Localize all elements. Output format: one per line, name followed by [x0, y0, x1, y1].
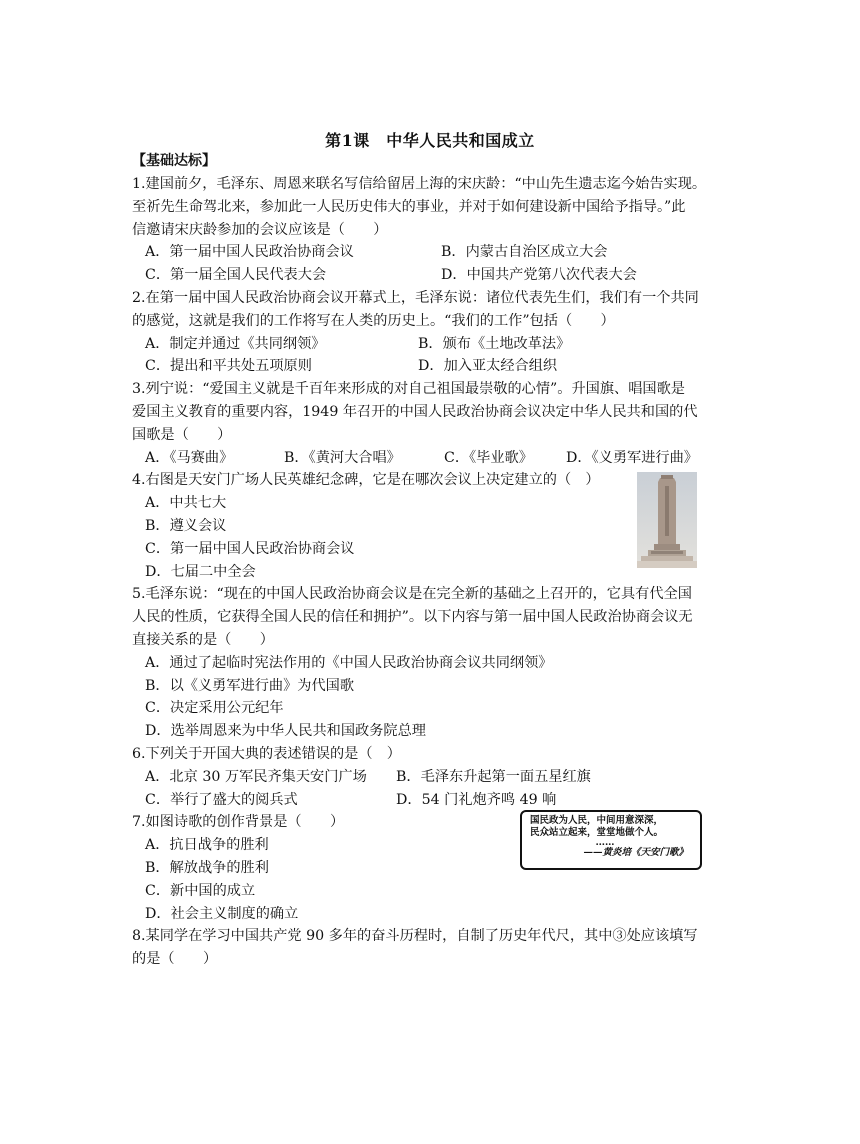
question-stem: 4.右图是天安门广场人民英雄纪念碑，它是在哪次会议上决定建立的（ ） — [132, 472, 600, 489]
question-stem: 的是（ ） — [132, 951, 218, 968]
poem-image — [520, 810, 696, 869]
question-3 — [132, 378, 732, 469]
option-a: A．通过了起临时宪法作用的《中国人民政治协商会议共同纲领》 — [145, 654, 553, 671]
question-stem: 6.下列关于开国大典的表述错误的是（ ） — [132, 745, 401, 762]
option-a: A．抗日战争的胜利 — [145, 837, 269, 854]
question-5 — [132, 583, 732, 743]
question-stem: 5.毛泽东说：“现在的中国人民政治协商会议是在完全新的基础之上召开的，它具有代全国 — [132, 586, 692, 603]
option-d: D．加入亚太经合组织 — [418, 358, 558, 375]
option-c: C．决定采用公元纪年 — [145, 700, 284, 717]
question-stem: 爱国主义教育的重要内容，1949 年召开的中国人民政治协商会议决定中华人民共和国的代 — [132, 403, 698, 420]
question-stem: 7.如图诗歌的创作背景是（ ） — [132, 814, 345, 831]
option-c: C．提出和平共处五项原则 — [145, 358, 312, 375]
poem-frame — [520, 810, 702, 870]
option-b: B．毛泽东升起第一面五星红旗 — [396, 768, 591, 785]
poem-attribution: ——黄炎培《天安门歌》 — [583, 847, 688, 858]
option-d: D．《义勇军进行曲》 — [566, 449, 698, 466]
option-a: A．中共七大 — [145, 495, 227, 512]
section-heading: 【基础达标】 — [132, 153, 216, 169]
poem-ellipsis: …… — [595, 837, 615, 848]
option-d: D．社会主义制度的确立 — [145, 905, 299, 922]
option-a: A．《马赛曲》 — [145, 449, 234, 466]
option-b: B．内蒙古自治区成立大会 — [441, 244, 608, 261]
question-2 — [132, 287, 732, 378]
option-d: D．中国共产党第八次代表大会 — [441, 267, 637, 284]
option-a: A．北京 30 万军民齐集天安门广场 — [145, 768, 367, 785]
question-stem: 1.建国前夕，毛泽东、周恩来联名写信给留居上海的宋庆龄：“中山先生遗志迄今始告实现。 — [132, 176, 707, 192]
question-stem: 国歌是（ ） — [132, 426, 232, 443]
option-c: C．新中国的成立 — [145, 882, 256, 899]
option-d: D．七届二中全会 — [145, 563, 256, 580]
option-b: B．解放战争的胜利 — [145, 859, 269, 876]
option-a: A．制定并通过《共同纲领》 — [145, 335, 326, 352]
question-stem: 的感觉，这就是我们的工作将写在人类的历史上。“我们的工作”包括（ ） — [132, 312, 615, 329]
option-b: B．以《义勇军进行曲》为代国歌 — [145, 677, 355, 694]
option-d: D．54 门礼炮齐鸣 49 响 — [396, 791, 557, 808]
question-stem: 人民的性质，它获得全国人民的信任和拥护”。以下内容与第一届中国人民政治协商会议无 — [132, 609, 693, 626]
question-stem: 3.列宁说：“爱国主义就是千百年来形成的对自己祖国最崇敬的心情”。升国旗、唱国歌是 — [132, 381, 685, 398]
monument-photo — [637, 472, 697, 568]
option-b: B．遵义会议 — [145, 517, 227, 534]
option-b: B．颁布《土地改革法》 — [418, 335, 571, 352]
question-stem: 信邀请宋庆龄参加的会议应该是（ ） — [132, 221, 388, 238]
option-c: C．举行了盛大的阅兵式 — [145, 791, 298, 808]
option-d: D．选举周恩来为中华人民共和国政务院总理 — [145, 723, 426, 740]
option-b: B．《黄河大合唱》 — [284, 449, 401, 466]
question-stem: 直接关系的是（ ） — [132, 631, 274, 648]
option-c: C．第一届中国人民政治协商会议 — [145, 540, 355, 557]
question-6 — [132, 743, 732, 811]
question-stem: 至祈先生命驾北来，参加此一人民历史伟大的事业，并对于如何建设新中国给予指导。”此 — [132, 198, 686, 215]
page-title: 第1课 中华人民共和国成立 — [325, 131, 535, 150]
question-1 — [132, 173, 732, 287]
option-c: C．第一届全国人民代表大会 — [145, 267, 327, 284]
question-stem: 2.在第一届中国人民政治协商会议开幕式上，毛泽东说：诸位代表先生们，我们有一个共同 — [132, 289, 699, 306]
question-stem: 8.某同学在学习中国共产党 90 多年的奋斗历程时，自制了历史年代尺，其中③处应该填写 — [132, 928, 698, 945]
question-8 — [132, 925, 732, 971]
option-c: C．《毕业歌》 — [444, 449, 533, 466]
poem-line: 国民政为人民，中间用意深深， — [530, 815, 664, 826]
poem-line: 民众站立起来，堂堂地做个人。 — [530, 827, 664, 838]
option-a: A．第一届中国人民政治协商会议 — [145, 244, 354, 261]
monument-icon — [637, 472, 697, 568]
